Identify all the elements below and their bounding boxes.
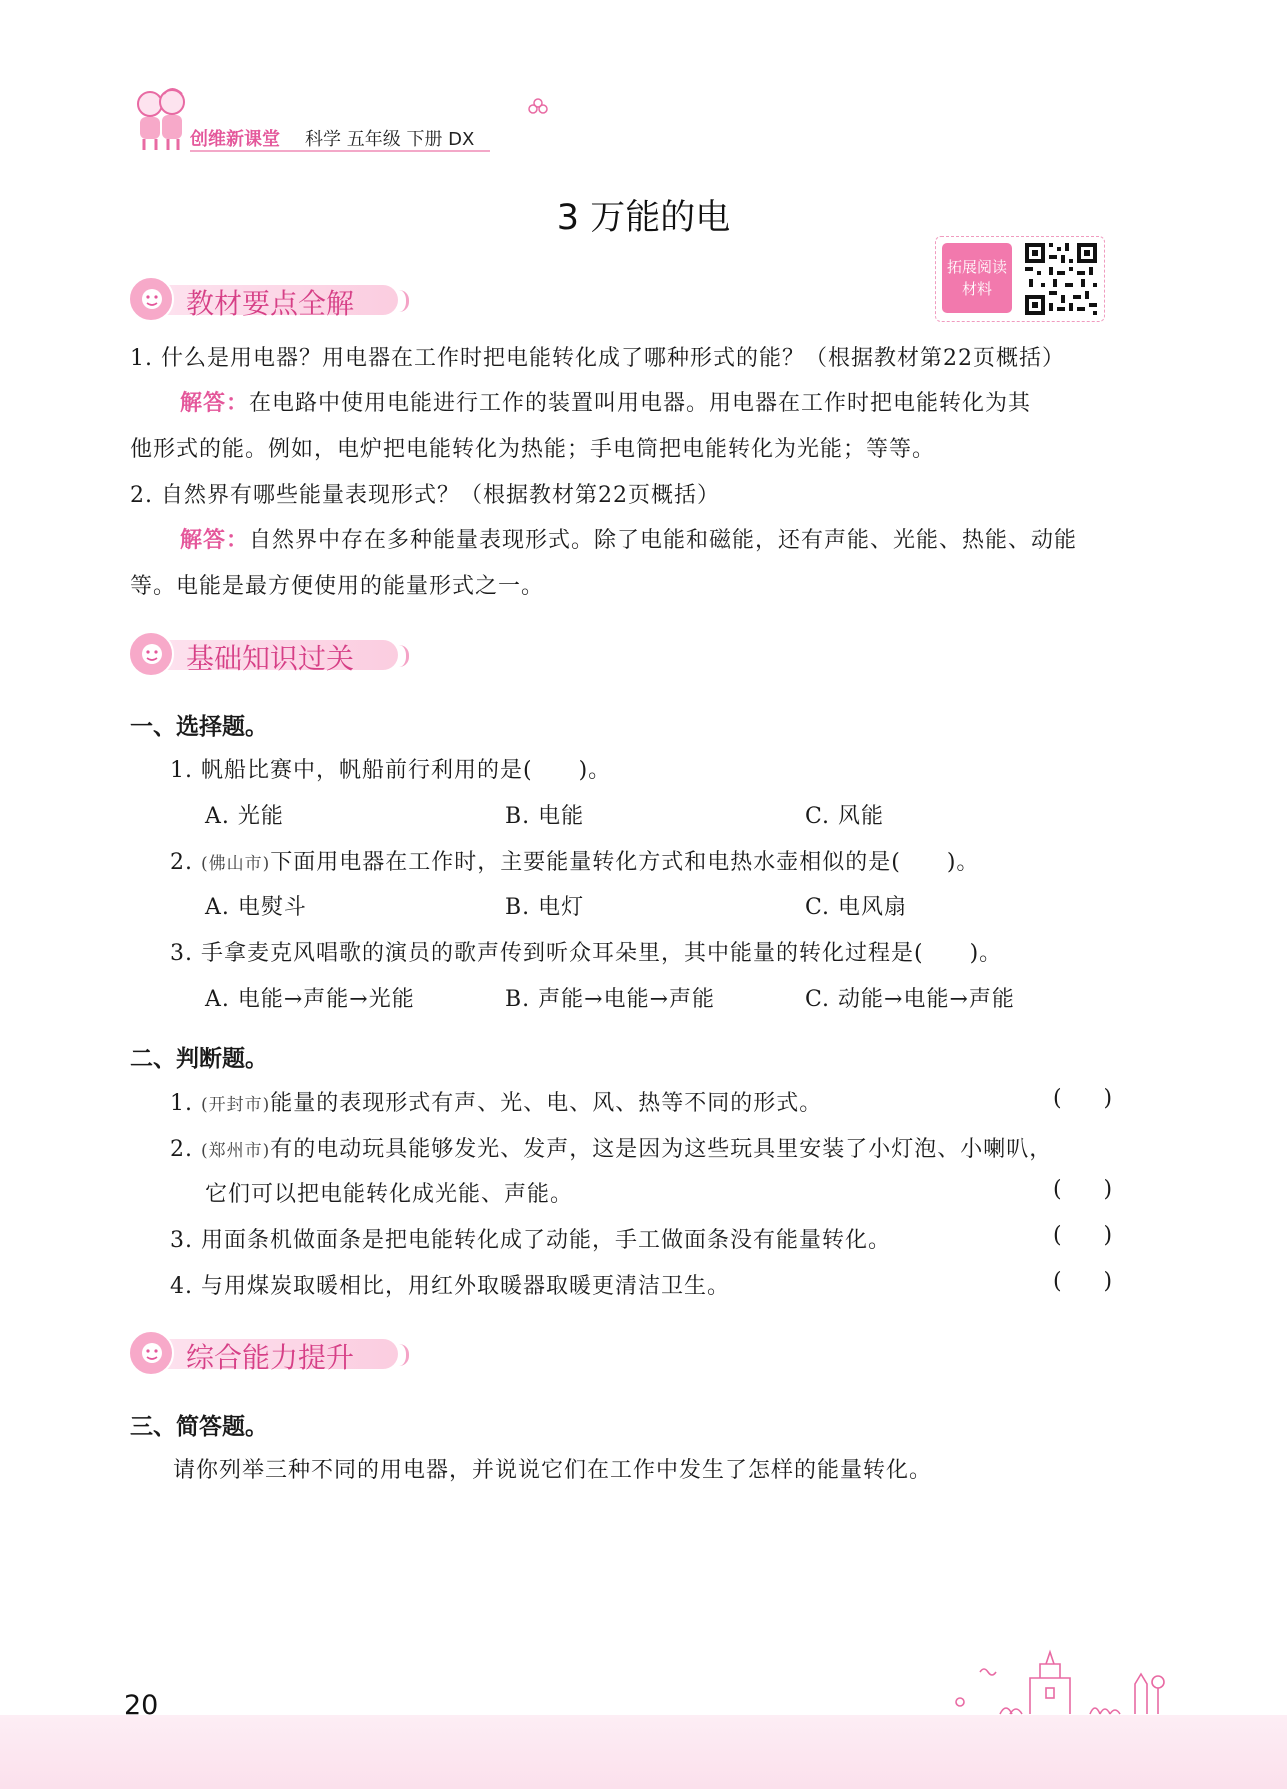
item-number: 2. (170, 1137, 201, 1162)
key-answer-2-line1 (180, 523, 1077, 554)
section-title: 综合能力提升 (186, 1341, 355, 1374)
item-stem: 有的电动玩具能够发光、发声，这是因为这些玩具里安装了小灯泡、小喇叭， (270, 1137, 1053, 1162)
choice-heading: 一、选择题。 (130, 714, 268, 740)
item-number: 4. (170, 1274, 201, 1299)
judge-item-2 (170, 1132, 1052, 1163)
key-answer-1-line2: 他形式的能。例如，电炉把电能转化为热能；手电筒把电能转化为光能；等等。 (130, 437, 936, 462)
header-divider (190, 150, 490, 152)
cartoon-mascot-icon (128, 276, 174, 322)
key-question-2: 2. 自然界有哪些能量表现形式？（根据教材第22页概括） (130, 483, 720, 508)
cartoon-mascot-icon (128, 631, 174, 677)
item-number: 3. (170, 941, 201, 966)
item-number: 2. (170, 850, 201, 875)
book-info: 科学 五年级 下册 DX (305, 129, 475, 150)
cartoon-mascot-icon (128, 1330, 174, 1376)
qr-code-icon[interactable] (1023, 241, 1099, 317)
qr-tag[interactable] (942, 243, 1012, 313)
judge-item-2-line2: 它们可以把电能转化成光能、声能。 (205, 1182, 574, 1207)
short-question: 请你列举三种不同的用电器，并说说它们在工作中发生了怎样的能量转化。 (173, 1458, 933, 1483)
item-stem: 下面用电器在工作时，主要能量转化方式和电热水壶相似的是( )。 (270, 850, 980, 875)
choice-2-option-c: C. 电风扇 (805, 895, 908, 920)
qr-tag-line2: 材料 (961, 280, 992, 298)
item-stem: 手拿麦克风唱歌的演员的歌声传到听众耳朵里，其中能量的转化过程是( )。 (200, 941, 1003, 966)
answer-text: 自然界中存在多种能量表现形式。除了电能和磁能，还有声能、光能、热能、动能 (249, 528, 1078, 553)
section-title: 基础知识过关 (186, 642, 355, 675)
key-answer-2-line2: 等。电能是最方便使用的能量形式之一。 (130, 574, 545, 599)
lesson-title: 3 万能的电 (556, 198, 731, 238)
choice-item-3 (170, 936, 1002, 967)
item-stem: 能量的表现形式有声、光、电、风、热等不同的形式。 (270, 1091, 823, 1116)
page-number: 20 (124, 1690, 159, 1721)
answer-label: 解答： (180, 528, 250, 553)
judge-4-answer-blank[interactable]: ( ) (1053, 1269, 1113, 1294)
item-stem: 与用煤炭取暖相比，用红外取暖器取暖更清洁卫生。 (200, 1274, 730, 1299)
judge-2-answer-blank[interactable]: ( ) (1053, 1177, 1113, 1202)
choice-1-option-c: C. 风能 (805, 804, 885, 829)
item-number: 1. (170, 1091, 201, 1116)
key-answer-1-line1 (180, 386, 1031, 417)
item-number: 1. (170, 758, 201, 783)
judge-1-answer-blank[interactable]: ( ) (1053, 1086, 1113, 1111)
choice-1-option-a: A. 光能 (205, 804, 284, 829)
item-stem: 用面条机做面条是把电能转化成了动能，手工做面条没有能量转化。 (200, 1228, 891, 1253)
judge-3-answer-blank[interactable]: ( ) (1053, 1223, 1113, 1248)
choice-1-option-b: B. 电能 (505, 804, 585, 829)
qr-tag-line1: 拓展阅读 (946, 258, 1007, 276)
brand-name: 创维新课堂 (190, 129, 280, 150)
section-banner-key-points (128, 276, 410, 322)
region-tag: (开封市) (200, 1095, 271, 1115)
footer-band (0, 1715, 1287, 1789)
choice-item-2 (170, 845, 979, 876)
judge-item-3 (170, 1223, 891, 1254)
judge-heading: 二、判断题。 (130, 1046, 268, 1072)
castle-icon (950, 1648, 1165, 1716)
choice-3-option-b: B. 声能→电能→声能 (505, 987, 716, 1012)
choice-3-option-a: A. 电能→声能→光能 (205, 987, 415, 1012)
judge-item-1 (170, 1086, 822, 1117)
section-banner-advanced (128, 1330, 410, 1376)
flower-icon (528, 98, 548, 118)
answer-text: 在电路中使用电能进行工作的装置叫用电器。用电器在工作时把电能转化为其 (249, 391, 1032, 416)
short-heading: 三、简答题。 (130, 1414, 268, 1440)
section-title: 教材要点全解 (186, 287, 355, 320)
choice-item-1 (170, 753, 611, 784)
item-number: 3. (170, 1228, 201, 1253)
section-banner-basics (128, 631, 410, 677)
judge-item-4 (170, 1269, 730, 1300)
region-tag: (郑州市) (200, 1141, 271, 1161)
choice-2-option-b: B. 电灯 (505, 895, 585, 920)
choice-2-option-a: A. 电熨斗 (205, 895, 307, 920)
two-kids-icon (128, 84, 198, 152)
key-question-1: 1. 什么是用电器？用电器在工作时把电能转化成了哪种形式的能？（根据教材第22页概括） (130, 346, 1065, 371)
answer-label: 解答： (180, 391, 250, 416)
choice-3-option-c: C. 动能→电能→声能 (805, 987, 1015, 1012)
item-stem: 帆船比赛中，帆船前行利用的是( )。 (200, 758, 612, 783)
region-tag: (佛山市) (200, 854, 271, 874)
